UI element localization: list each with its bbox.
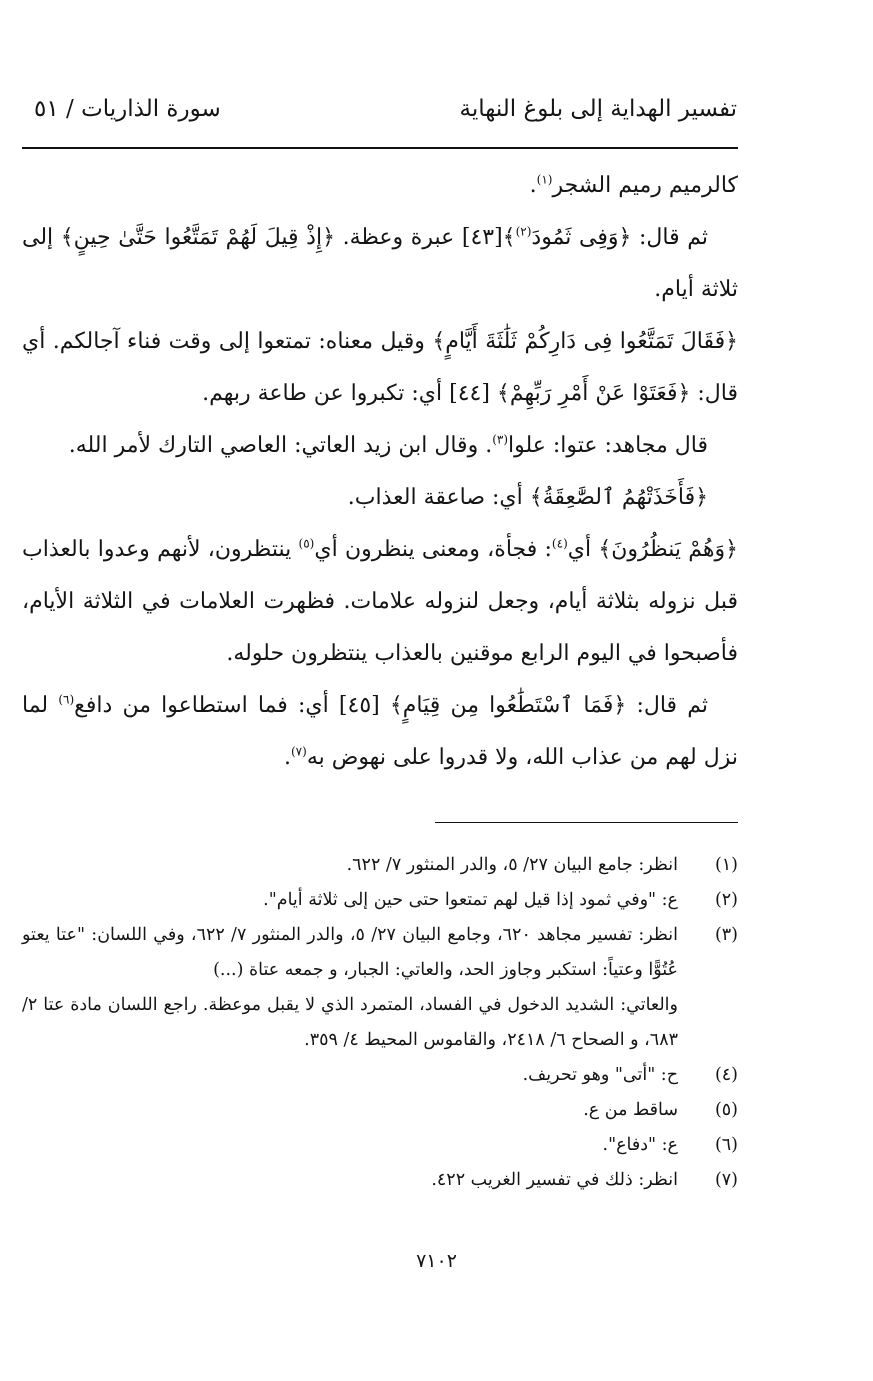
footnote-text: ع: "وفي ثمود إذا قيل لهم تمتعوا حتى حين إلى ثلاثة أيام". bbox=[263, 890, 678, 910]
paragraph-1: كالرميم رميم الشجر$^{(١)}$. bbox=[529, 172, 738, 198]
running-header bbox=[22, 96, 737, 144]
footnote-text: انظر: ذلك في تفسير الغريب ٤٢٢. bbox=[431, 1170, 678, 1190]
footnote-item bbox=[22, 848, 738, 883]
footnote-text: ع: "دفاع". bbox=[602, 1135, 678, 1155]
footnote-item bbox=[22, 918, 738, 988]
footnote-text: ساقط من ع. bbox=[583, 1100, 678, 1120]
footnote-item bbox=[22, 1093, 738, 1128]
paragraph-4: قال مجاهد: عتوا: علوا$^{(٣)}$. وقال ابن زيد العاتي: العاصي التارك لأمر الله. bbox=[68, 432, 708, 458]
footnote-number: (٥) bbox=[714, 1100, 738, 1120]
paragraph-2: ثم قال: ﴿وَفِى ثَمُودَ$^{(٢)}$﴾[٤٣] عبرة وعظة. ﴿إِذْ قِيلَ لَهُمْ تَمَتَّعُوا حَتَّىٰ حِينٍ﴾ إلى ثلاثة أيام. bbox=[22, 224, 738, 302]
footnote-ref: (٢) bbox=[515, 224, 532, 239]
main-text bbox=[22, 160, 738, 784]
footnote-item bbox=[22, 1128, 738, 1163]
footnote-item bbox=[22, 1058, 738, 1093]
footnote-text: انظر: تفسير مجاهد ٦٢٠، وجامع البيان ٢٧/ ٥، والدر المنثور ٧/ ٦٢٢، وفي اللسان: "عتا يعتو عُتُوًّا وعتياً: استكبر وجاوز الحد، والعاتي: الجبار، و جمعه عتاة (...) bbox=[22, 925, 679, 980]
footnote-number: (٦) bbox=[714, 1135, 738, 1155]
footnote-number: (٧) bbox=[714, 1170, 738, 1190]
footnote-ref: (٣) bbox=[492, 432, 509, 447]
paragraph-6: ﴿وَهُمْ يَنظُرُونَ﴾ أي$^{(٤)}$: فجأة، ومعنى ينظرون أي$^{(٥)}$ ينتظرون، لأنهم وعدوا بالعذاب قبل نزوله بثلاثة أيام، وجعل لنزوله علامات. فظهرت العلامات في الثلاثة الأيام، فأصبحوا في اليوم الرابع موقنين بالعذاب ينتظرون حلوله. bbox=[22, 536, 738, 666]
footnote-number: (٤) bbox=[714, 1065, 738, 1085]
paragraph-3: ﴿فَقَالَ تَمَتَّعُوا فِى دَارِكُمْ ثَلَٰثَةَ أَيَّامٍ﴾ وقيل معناه: تمتعوا إلى وقت فناء آجالكم. أي قال: ﴿فَعَتَوْا عَنْ أَمْرِ رَبِّهِمْ﴾ [٤٤] أي: تكبروا عن طاعة ربهم. bbox=[22, 329, 738, 406]
surah-reference: سورة الذاريات / ٥١ bbox=[34, 96, 221, 122]
footnote-ref: (١) bbox=[536, 172, 553, 187]
footnote-item bbox=[22, 883, 738, 918]
footnote-divider bbox=[435, 822, 738, 823]
header-divider bbox=[22, 147, 738, 149]
footnote-continuation: والعاتي: الشديد الدخول في الفساد، المتمرد الذي لا يقبل موعظة. راجع اللسان مادة عتا ٢/ ٦٨٣، و الصحاح ٦/ ٢٤١٨، والقاموس المحيط ٤/ ٣٥٩. bbox=[22, 995, 678, 1050]
footnote-ref: (٧) bbox=[290, 744, 307, 759]
footnote-text: انظر: جامع البيان ٢٧/ ٥، والدر المنثور ٧/ ٦٢٢. bbox=[346, 855, 678, 875]
footnote-ref: (٦) bbox=[58, 692, 75, 707]
footnote-number: (٣) bbox=[714, 925, 738, 945]
paragraph-5: ﴿فَأَخَذَتْهُمُ ٱلصَّٰعِقَةُ﴾ أي: صاعقة العذاب. bbox=[347, 485, 708, 510]
page-number: ٧١٠٢ bbox=[416, 1250, 457, 1272]
paragraph-7: ثم قال: ﴿فَمَا ٱسْتَطَٰعُوا مِن قِيَامٍ﴾ [٤٥] أي: فما استطاعوا من دافع$^{(٦)}$ لما نزل لهم من عذاب الله، ولا قدروا على نهوض به$^{(٧)}$. bbox=[22, 692, 738, 770]
footnote-number: (١) bbox=[714, 855, 738, 875]
footnote-text: ح: "أتى" وهو تحريف. bbox=[522, 1065, 678, 1085]
book-title: تفسير الهداية إلى بلوغ النهاية bbox=[459, 96, 737, 122]
footnotes bbox=[22, 848, 738, 1198]
footnote-number: (٢) bbox=[714, 890, 738, 910]
footnote-ref: (٤) bbox=[551, 536, 568, 551]
footnote-item bbox=[22, 1163, 738, 1198]
footnote-ref: (٥) bbox=[298, 536, 315, 551]
